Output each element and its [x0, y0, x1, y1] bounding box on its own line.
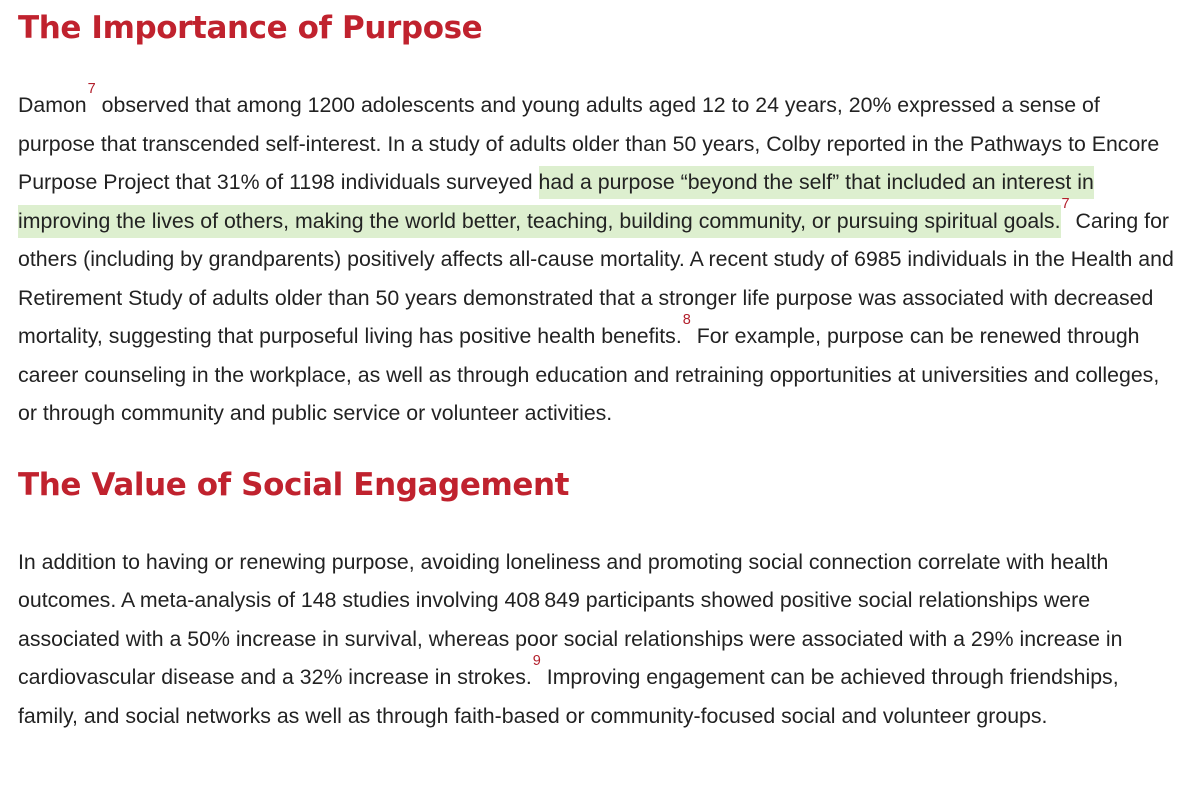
paragraph-text: Caring for others (including by grandparents) positively affects all-cause mortality. A recent study of 6985 individuals in the Health and Retirement Study of adults older than 50 years demonstrated that a stronger life purpose was associated with decreased mortality, suggesting that purposeful living has positive health benefits. — [18, 208, 1174, 348]
paragraph-text: Improving engagement can be achieved through friendships, family, and social networks as well as through faith-based or community-focused social and volunteer groups. — [18, 665, 1119, 728]
citation-link-8[interactable]: 8 — [682, 311, 691, 328]
paragraph-social-engagement — [18, 543, 1178, 736]
paragraph-text: In addition to having or renewing purpose, avoiding loneliness and promoting social connection correlate with health outcomes. A meta-analysis of 148 studies involving 408 849 participants showed positive social relationships were associated with a 50% increase in survival, whereas poor social relationships were associated with a 29% increase in cardiovascular disease and a 32% increase in strokes. — [18, 549, 1123, 689]
citation-link-9[interactable]: 9 — [532, 652, 541, 669]
paragraph-text: For example, purpose can be renewed through career counseling in the workplace, as well as through education and retraining opportunities at universities and colleges, or through community and public service or volunteer activities. — [18, 324, 1160, 425]
section-heading-purpose: The Importance of Purpose — [18, 10, 483, 46]
citation-link-7[interactable]: 7 — [87, 80, 96, 97]
paragraph-text: observed that among 1200 adolescents and young adults aged 12 to 24 years, 20% expressed a sense of purpose that transcended self-interest. In a study of adults older than 50 years, Colby reported in the Pathways to Encore Purpose Project that 31% of 1198 individuals surveyed — [18, 93, 1160, 194]
paragraph-purpose — [18, 80, 1178, 433]
highlighted-text: had a purpose “beyond the self” that included an interest in improving the lives of others, making the world better, teaching, building community, or pursuing spiritual goals. — [18, 166, 1094, 238]
section-heading-social-engagement: The Value of Social Engagement — [18, 466, 570, 503]
citation-link-7[interactable]: 7 — [1061, 196, 1070, 213]
paragraph-text: Damon — [18, 93, 87, 117]
